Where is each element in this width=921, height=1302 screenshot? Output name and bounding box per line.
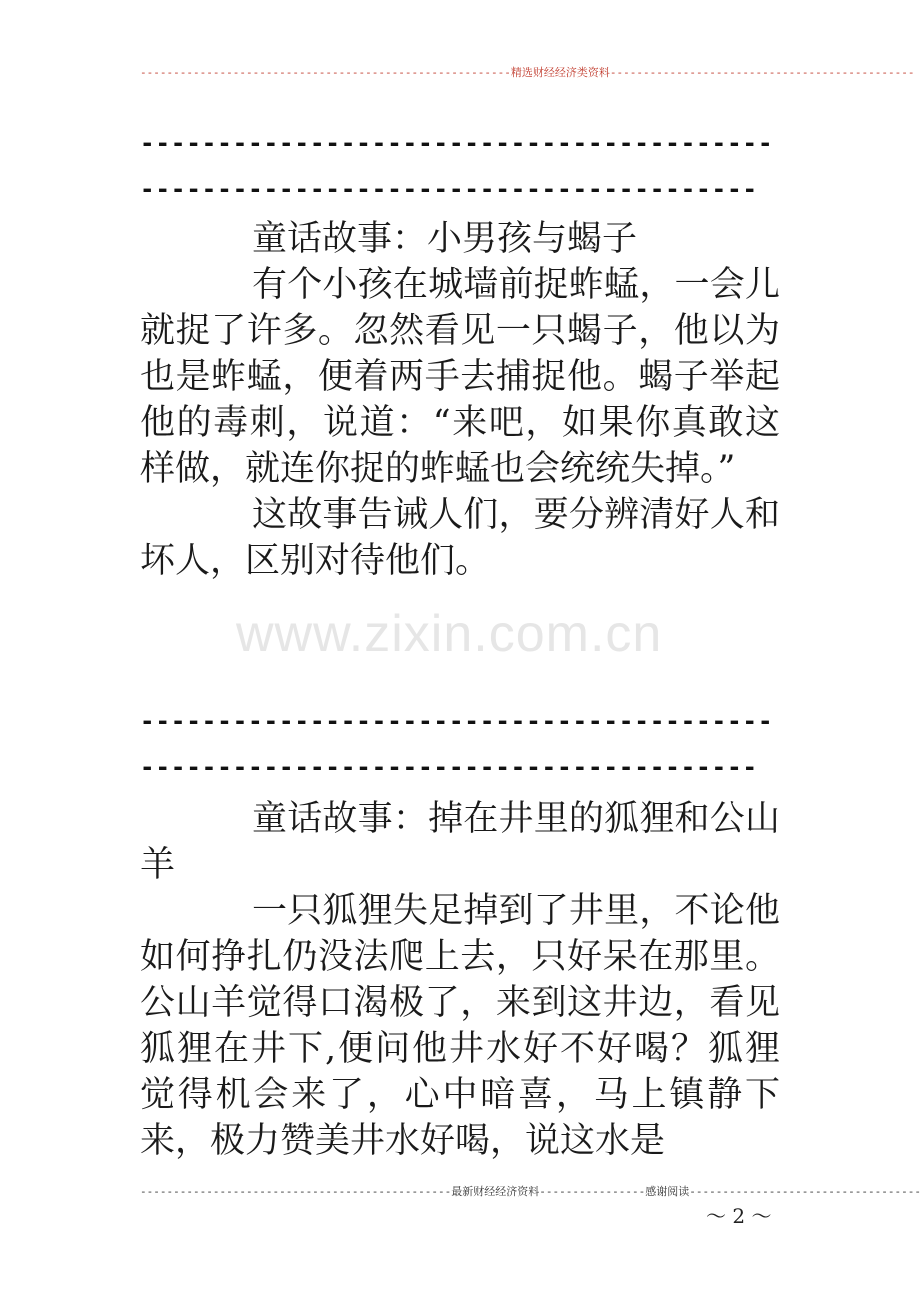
story-title: 童话故事：掉在井里的狐狸和公山羊 [140,799,780,885]
section-divider-top: --------------------------------------------------------------------------------- [140,129,774,203]
story-section-2 [140,796,780,1164]
page-footer: -----------------------------------------------最新财经经济资料----------------感谢阅读----------------------------------- [140,1185,921,1198]
story-section-1 [140,216,780,584]
story-paragraph: 一只狐狸失足掉到了井里，不论他如何挣扎仍没法爬上去，只好呆在那里。公山羊觉得口渴极了，来到这井边，看见狐狸在井下,便问他井水好不好喝？狐狸觉得机会来了，心中暗喜，马上镇静下来，极力赞美井水好喝，说这水是 [140,891,780,1161]
watermark: www.zixin.com.cn [236,605,663,663]
page-header: --------------------------------------------------------精选财经经济类资料---------------------------------------------- [140,66,915,79]
story-moral: 这故事告诫人们，要分辨清好人和坏人，区别对待他们。 [140,495,780,581]
story-title: 童话故事：小男孩与蝎子 [252,219,638,259]
page-number: ～ 2 ～ [706,1204,772,1228]
section-divider-middle: --------------------------------------------------------------------------------- [140,707,774,781]
story-paragraph: 有个小孩在城墙前捉蚱蜢，一会儿就捉了许多。忽然看见一只蝎子，他以为也是蚱蜢，便着两手去捕捉他。蝎子举起他的毒刺，说道：“来吧，如果你真敢这样做，就连你捉的蚱蜢也会统统失掉。” [140,265,780,489]
